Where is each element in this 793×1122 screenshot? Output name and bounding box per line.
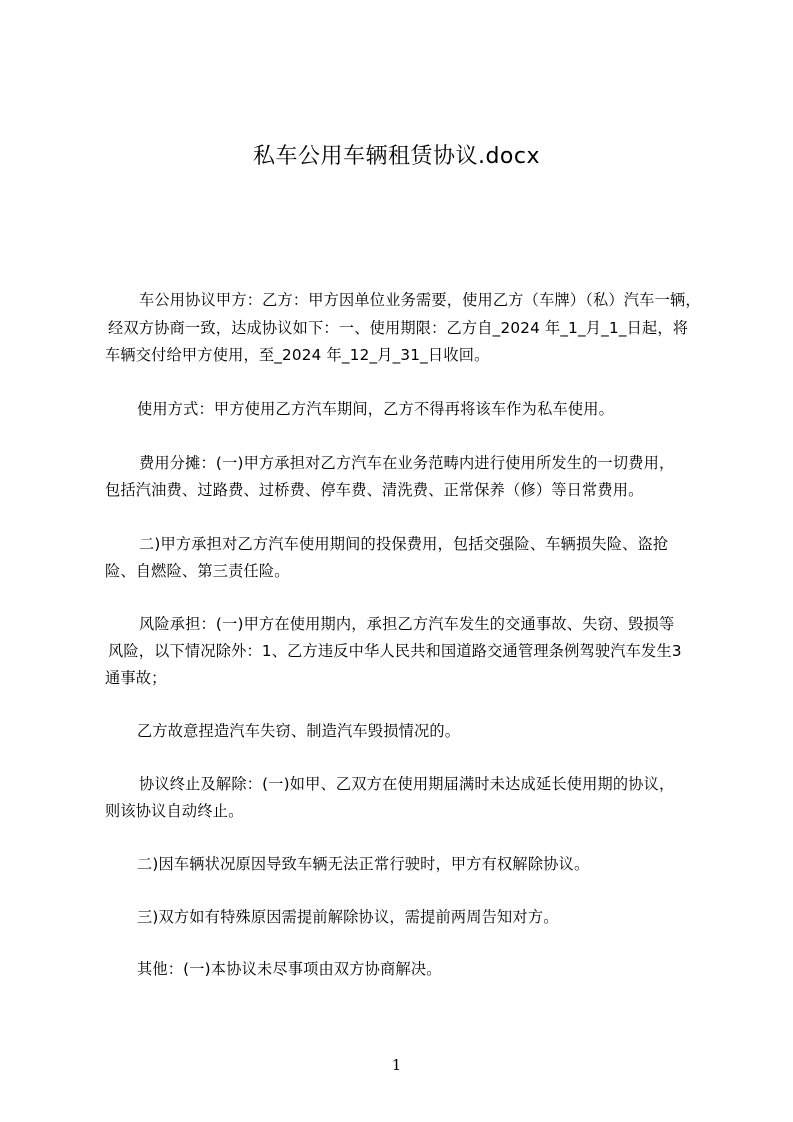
text-line: 协议终止及解除：(一)如甲、乙双方在使用期届满时未达成延长使用期的协议，: [139, 775, 675, 793]
text-line: 则该协议自动终止。: [105, 802, 244, 820]
text-line: 通事故；: [105, 669, 167, 687]
text-line: 二)甲方承担对乙方汽车使用期间的投保费用，包括交强险、车辆损失险、盗抢: [139, 535, 669, 553]
text-line: 三)双方如有特殊原因需提前解除协议，需提前两周告知对方。: [137, 908, 559, 926]
text-line: 乙方故意捏造汽车失窃、制造汽车毁损情况的。: [137, 722, 461, 740]
text-line: 车公用协议甲方：乙方：甲方因单位业务需要，使用乙方（车牌）（私）汽车一辆，: [139, 291, 701, 309]
text-line: 风险承担：(一)甲方在使用期内，承担乙方汽车发生的交通事故、失窃、毁损等: [139, 615, 675, 633]
text-line: 使用方式：甲方使用乙方汽车期间，乙方不得再将该车作为私车使用。: [137, 400, 615, 418]
text-line: 费用分摊：(一)甲方承担对乙方汽车在业务范畴内进行使用所发生的一切费用，: [139, 454, 675, 472]
text-line: 风险，以下情况除外：1、乙方违反中华人民共和国道路交通管理条例驾驶汽车发生3: [108, 642, 682, 660]
text-line: 包括汽油费、过路费、过桥费、停车费、清洗费、正常保养（修）等日常费用。: [105, 481, 644, 499]
document-title: 私车公用车辆租赁协议.docx: [252, 144, 541, 169]
text-line: 经双方协商一致，达成协议如下：一、使用期限：乙方自_2024 年_1_月_1_日起，将: [108, 319, 689, 337]
text-line: 其他：(一)本协议未尽事项由双方协商解决。: [137, 960, 442, 978]
text-line: 二)因车辆状况原因导致车辆无法正常行驶时，甲方有权解除协议。: [137, 855, 590, 873]
page-number: 1: [391, 1056, 402, 1074]
text-line: 车辆交付给甲方使用，至_2024 年_12_月_31_日收回。: [105, 346, 490, 364]
text-line: 险、自燃险、第三责任险。: [105, 562, 290, 580]
